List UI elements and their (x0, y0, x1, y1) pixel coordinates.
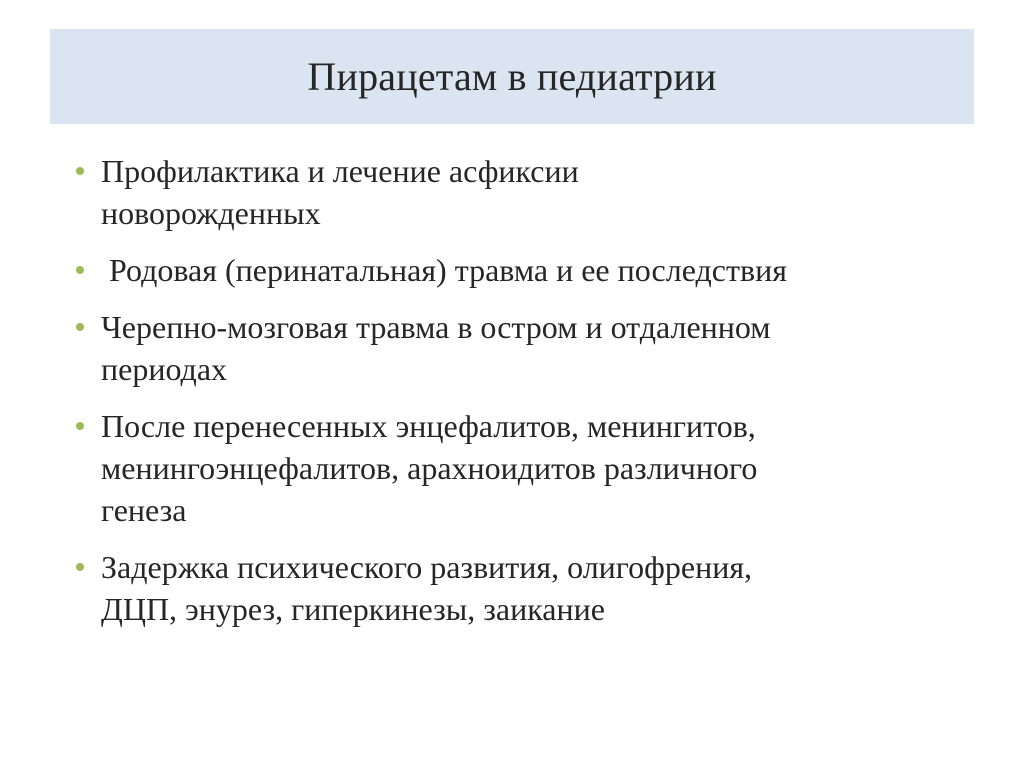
bullet-dot-icon (76, 167, 84, 175)
bullet-text: Задержка психического развития, олигофрения, ДЦП, энурез, гиперкинезы, заикание (101, 549, 753, 627)
bullet-text: Профилактика и лечение асфиксии новорожденных (101, 153, 579, 231)
bullet-item (68, 546, 968, 630)
bullet-item (68, 249, 968, 291)
bullet-item (68, 306, 968, 390)
bullet-text: После перенесенных энцефалитов, менингитов, менингоэнцефалитов, арахноидитов различного генеза (101, 408, 758, 528)
title-band (50, 29, 974, 124)
bullet-dot-icon (76, 422, 84, 430)
bullet-text: Родовая (перинатальная) травма и ее последствия (101, 252, 787, 288)
bullet-list (68, 150, 968, 645)
bullet-dot-icon (76, 563, 84, 571)
bullet-dot-icon (76, 266, 84, 274)
slide-title: Пирацетам в педиатрии (307, 53, 717, 99)
bullet-text: Черепно-мозговая травма в остром и отдаленном периодах (101, 309, 771, 387)
bullet-item (68, 405, 968, 531)
bullet-item (68, 150, 968, 234)
bullet-dot-icon (76, 323, 84, 331)
